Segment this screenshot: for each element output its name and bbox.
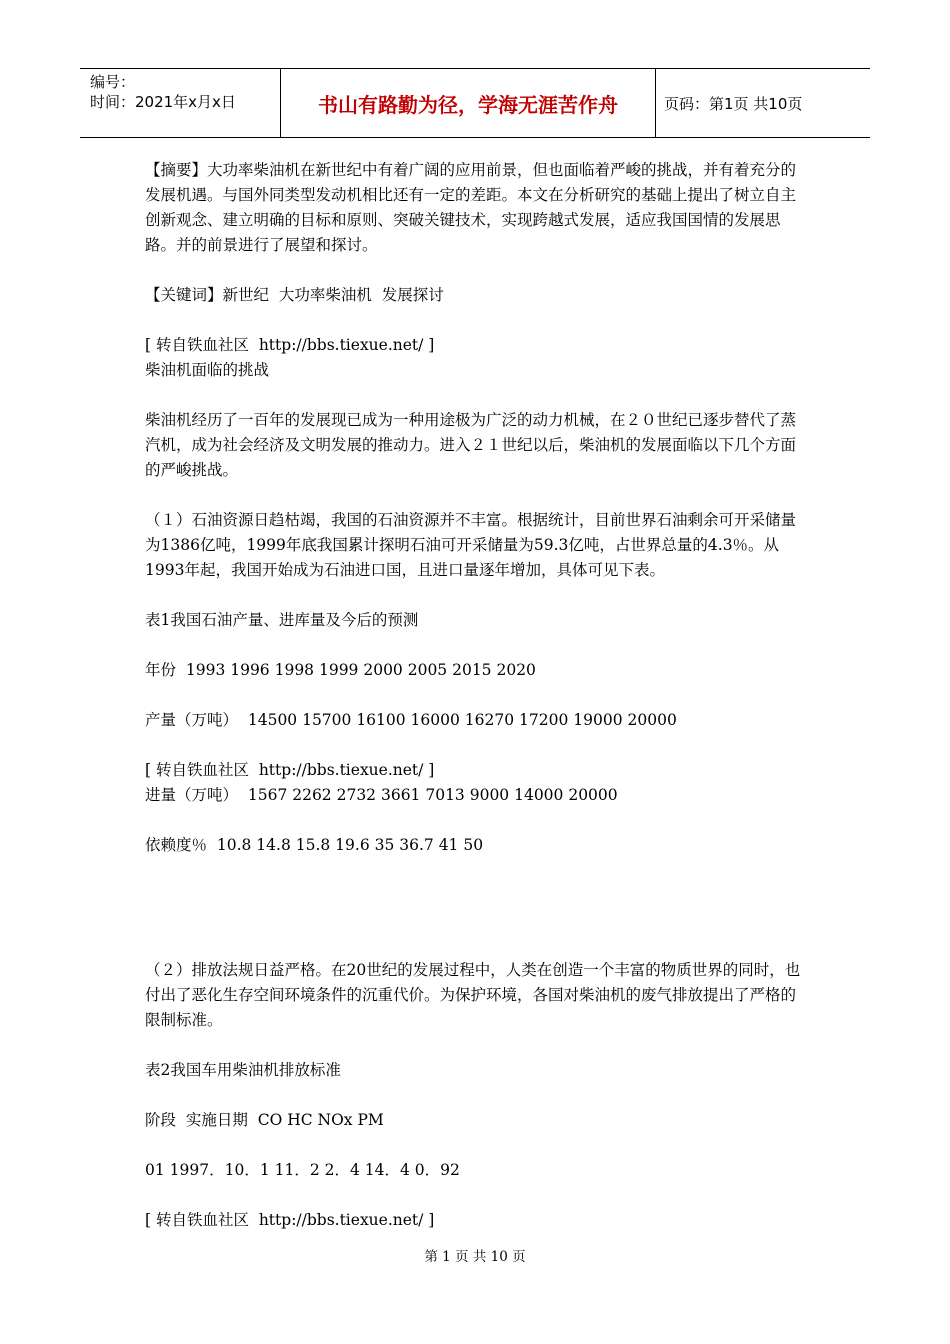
section-heading: 柴油机面临的挑战 — [145, 361, 270, 379]
body-paragraph: 柴油机经历了一百年的发展现已成为一种用途极为广泛的动力机械，在２０世纪已逐步替代了蒸汽机，成为社会经济及文明发展的推动力。进入２１世纪以后，柴油机的发展面临以下几个方面的严峻挑战。 — [145, 411, 797, 479]
table-row: 01 1997．10．1 11．2 2．4 14．4 0．92 — [145, 1161, 460, 1179]
table-row: 阶段 实施日期 CO HC NOx PM — [145, 1111, 384, 1129]
document-body — [145, 158, 810, 1233]
body-paragraph: （１）石油资源日趋枯竭，我国的石油资源并不丰富。根据统计，目前世界石油剩余可开采储量为1386亿吨，1999年底我国累计探明石油可开采储量为59.3亿吨，占世界总量的4.3％。从1993年起，我国开始成为石油进口国，且进口量逐年增加，具体可见下表。 — [145, 511, 797, 579]
table-row: 产量（万吨） 14500 15700 16100 16000 16270 17200 19000 20000 — [145, 711, 677, 729]
header-motto: 书山有路勤为径，学海无涯苦作舟 — [281, 69, 656, 137]
abstract-paragraph: 【摘要】大功率柴油机在新世纪中有着广阔的应用前景，但也面临着严峻的挑战，并有着充分的发展机遇。与国外同类型发动机相比还有一定的差距。本文在分析研究的基础上提出了树立自主创新观念、建立明确的目标和原则、突破关键技术，实现跨越式发展，适应我国国情的发展思路。并的前景进行了展望和探讨。 — [145, 161, 797, 254]
source-note: [ 转自铁血社区 http://bbs.tiexue.net/ ] — [145, 761, 435, 779]
body-paragraph: （２）排放法规日益严格。在20世纪的发展过程中，人类在创造一个丰富的物质世界的同时，也付出了恶化生存空间环境条件的沉重代价。为保护环境，各国对柴油机的废气排放提出了严格的限制标准。 — [145, 961, 801, 1029]
header-page-info: 页码：第1页 共10页 — [664, 94, 803, 113]
table-caption: 表1我国石油产量、进库量及今后的预测 — [145, 611, 419, 629]
keywords-paragraph: 【关键词】新世纪 大功率柴油机 发展探讨 — [145, 286, 444, 304]
table-row: 依赖度％ 10.8 14.8 15.8 19.6 35 36.7 41 50 — [145, 836, 484, 854]
table-caption: 表2我国车用柴油机排放标准 — [145, 1061, 341, 1079]
source-note: [ 转自铁血社区 http://bbs.tiexue.net/ ] — [145, 336, 435, 354]
page-header — [80, 68, 870, 138]
table-row: 年份 1993 1996 1998 1999 2000 2005 2015 2020 — [145, 661, 536, 679]
time-label: 时间：2021年x月x日 — [90, 93, 236, 111]
page-footer: 第 1 页 共 10 页 — [424, 1249, 526, 1265]
source-note: [ 转自铁血社区 http://bbs.tiexue.net/ ] — [145, 1211, 435, 1229]
number-label: 编号： — [90, 73, 136, 91]
header-meta — [80, 69, 281, 137]
table-row: 进量（万吨） 1567 2262 2732 3661 7013 9000 14000 20000 — [145, 786, 618, 804]
